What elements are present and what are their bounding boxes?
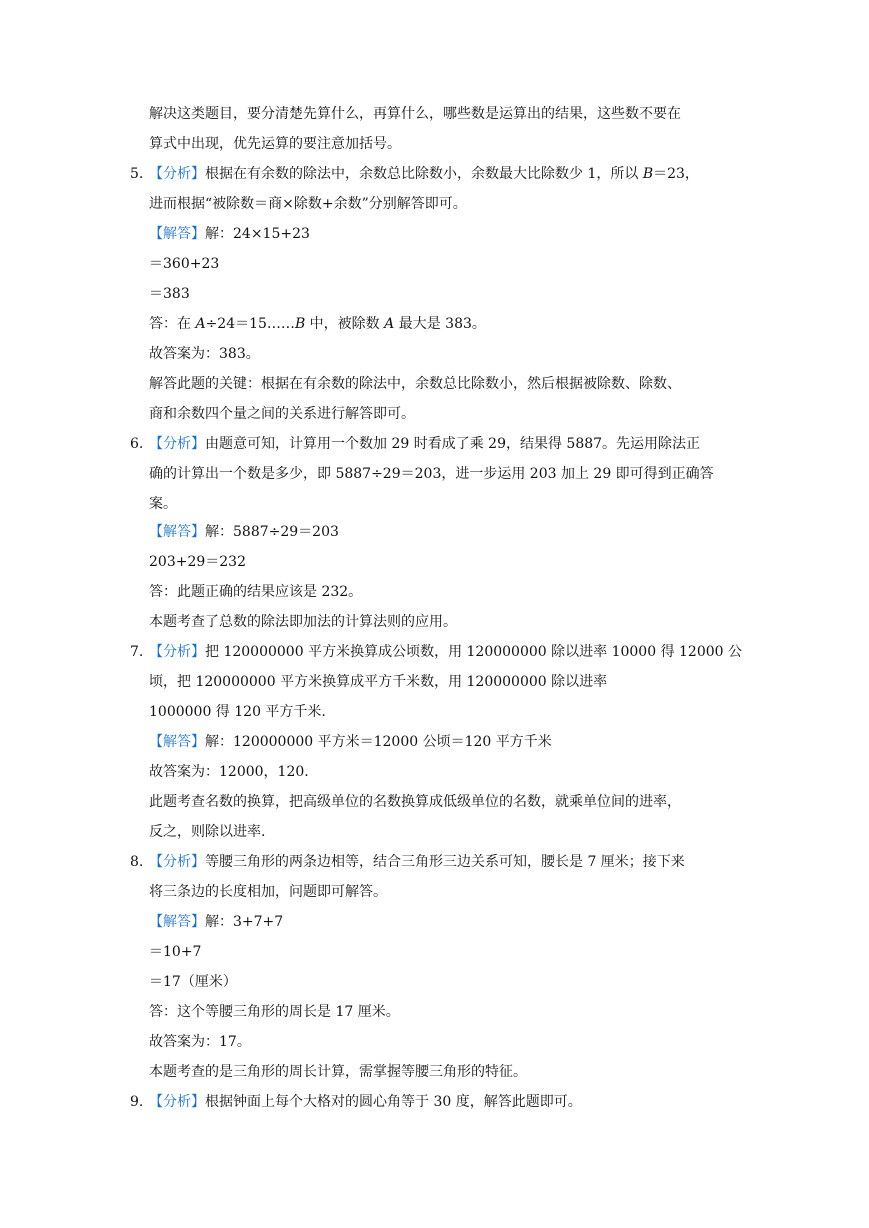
analysis-tag: 【分析】 bbox=[149, 854, 205, 870]
q5-answer-text: 中，被除数 bbox=[305, 316, 385, 332]
q7-analysis-line: 顷，把 120000000 平方米换算成平方千米数，用 120000000 除以进率 bbox=[149, 674, 608, 690]
q5-solution-text: 解：24×15+23 bbox=[205, 226, 310, 242]
q8-solution-text: 解：3+7+7 bbox=[205, 914, 284, 930]
q7-analysis-text: 把 120000000 平方米换算成公顷数，用 120000000 除以进率 10000 得 12000 公 bbox=[205, 644, 743, 660]
q5-note: 商和余数四个量之间的关系进行解答即可。 bbox=[149, 406, 415, 422]
analysis-tag: 【分析】 bbox=[149, 1094, 205, 1110]
q7-solution-text: 解：120000000 平方米＝12000 公顷＝120 平方千米 bbox=[205, 734, 552, 750]
q6-solution-text: 解：5887÷29＝203 bbox=[205, 524, 339, 540]
question-number: 5. bbox=[130, 166, 144, 182]
q6-answer: 答：此题正确的结果应该是 232。 bbox=[149, 584, 363, 600]
q5-solution bbox=[149, 224, 310, 244]
analysis-tag: 【分析】 bbox=[149, 644, 205, 660]
q7-solution bbox=[149, 732, 552, 752]
question-number: 7. bbox=[130, 644, 144, 660]
q7-note: 此题考查名数的换算，把高级单位的名数换算成低级单位的名数，就乘单位间的进率， bbox=[149, 794, 681, 810]
analysis-tag: 【分析】 bbox=[149, 166, 205, 182]
question-number: 6. bbox=[130, 436, 144, 452]
var-b: B bbox=[294, 316, 306, 332]
q5-final: 故答案为：383。 bbox=[149, 346, 260, 362]
var-a: A bbox=[384, 316, 395, 332]
q7-analysis bbox=[149, 642, 742, 662]
q5-step: ＝383 bbox=[149, 286, 190, 302]
q8-analysis-line: 将三条边的长度相加，问题即可解答。 bbox=[149, 884, 387, 900]
q5-analysis bbox=[149, 164, 699, 184]
q5-answer-text: ÷24＝15…… bbox=[205, 316, 295, 332]
q8-answer: 答：这个等腰三角形的周长是 17 厘米。 bbox=[149, 1004, 400, 1020]
q5-step: ＝360+23 bbox=[149, 256, 220, 272]
intro-line: 解决这类题目，要分清楚先算什么，再算什么，哪些数是运算出的结果，这些数不要在 bbox=[149, 106, 681, 122]
q8-step: ＝10+7 bbox=[149, 944, 202, 960]
q6-note: 本题考查了总数的除法即加法的计算法则的应用。 bbox=[149, 614, 457, 630]
q6-analysis-text: 由题意可知，计算用一个数加 29 时看成了乘 29，结果得 5887。先运用除法正 bbox=[205, 436, 701, 452]
q5-answer-text: 答：在 bbox=[149, 316, 196, 332]
q6-analysis-line: 案。 bbox=[149, 496, 177, 512]
q8-solution bbox=[149, 912, 283, 932]
solution-tag: 【解答】 bbox=[149, 914, 205, 930]
q6-solution bbox=[149, 522, 339, 542]
q5-analysis-text: ＝23， bbox=[653, 166, 699, 182]
var-a: A bbox=[195, 316, 206, 332]
q7-final: 故答案为：12000，120. bbox=[149, 764, 309, 780]
q5-analysis-text: 根据在有余数的除法中，余数总比除数小，余数最大比除数少 1，所以 bbox=[205, 166, 643, 182]
solution-tag: 【解答】 bbox=[149, 524, 205, 540]
solution-tag: 【解答】 bbox=[149, 734, 205, 750]
q8-final: 故答案为：17。 bbox=[149, 1034, 251, 1050]
q8-step: ＝17（厘米） bbox=[149, 974, 237, 990]
question-number: 8. bbox=[130, 854, 144, 870]
q6-analysis-line: 确的计算出一个数是多少，即 5887÷29＝203，进一步运用 203 加上 29 即可得到正确答 bbox=[149, 466, 714, 482]
q8-analysis-text: 等腰三角形的两条边相等，结合三角形三边关系可知，腰长是 7 厘米；接下来 bbox=[205, 854, 685, 870]
q6-analysis bbox=[149, 434, 700, 454]
q9-analysis bbox=[149, 1092, 582, 1112]
question-number: 9. bbox=[130, 1094, 144, 1110]
q8-note: 本题考查的是三角形的周长计算，需掌握等腰三角形的特征。 bbox=[149, 1064, 527, 1080]
q7-note: 反之，则除以进率. bbox=[149, 824, 266, 840]
analysis-tag: 【分析】 bbox=[149, 436, 205, 452]
q5-answer bbox=[149, 314, 486, 334]
q7-analysis-line: 1000000 得 120 平方千米. bbox=[149, 704, 326, 720]
var-b: B bbox=[642, 166, 654, 182]
solution-tag: 【解答】 bbox=[149, 226, 205, 242]
q5-note: 解答此题的关键：根据在有余数的除法中，余数总比除数小，然后根据被除数、除数、 bbox=[149, 376, 681, 392]
q5-analysis-line: 进而根据“被除数＝商×除数+余数”分别解答即可。 bbox=[149, 196, 467, 212]
intro-line: 算式中出现，优先运算的要注意加括号。 bbox=[149, 136, 401, 152]
q5-answer-text: 最大是 383。 bbox=[394, 316, 486, 332]
q8-analysis bbox=[149, 852, 685, 872]
q6-step: 203+29＝232 bbox=[149, 554, 246, 570]
q9-analysis-text: 根据钟面上每个大格对的圆心角等于 30 度，解答此题即可。 bbox=[205, 1094, 582, 1110]
